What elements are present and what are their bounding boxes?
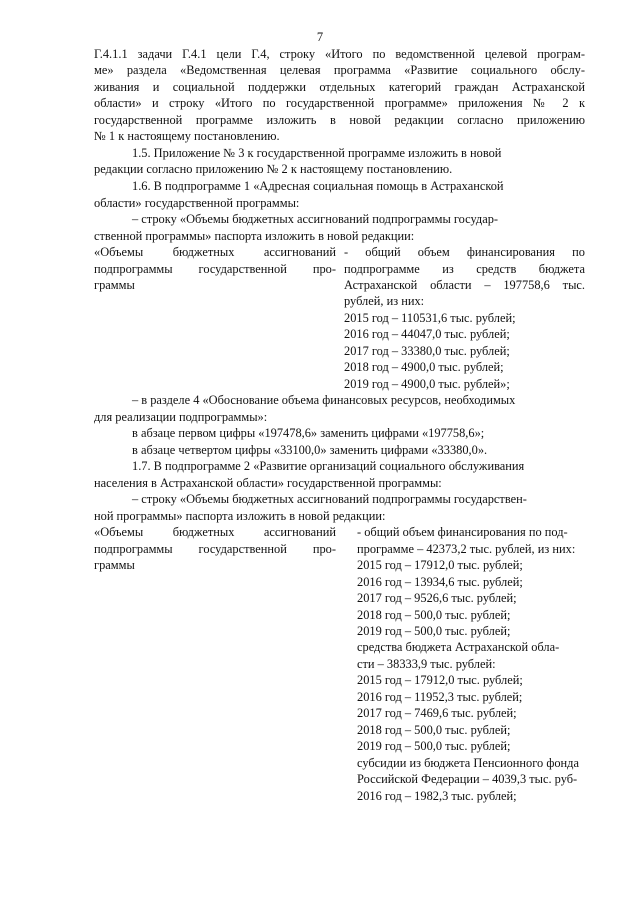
text-line: 1.7. В подпрограмме 2 «Развитие организаций социального обслуживания xyxy=(132,459,525,473)
text-line: - общий объем финансирования по xyxy=(344,245,585,259)
text-line: области» и строку «Итого по государственной программе» приложения № 2 к xyxy=(94,96,585,110)
text-line: № 1 к настоящему постановлению. xyxy=(94,129,280,143)
text-line: «Объемы бюджетных ассигнований xyxy=(94,245,336,259)
text-line: ной программы» паспорта изложить в новой редакции: xyxy=(94,509,386,523)
text-line: Г.4.1.1 задачи Г.4.1 цели Г.4, строку «Итого по ведомственной целевой програм- xyxy=(94,47,585,61)
text-line: 2018 год – 500,0 тыс. рублей; xyxy=(357,608,511,622)
text-line: 2015 год – 110531,6 тыс. рублей; xyxy=(344,311,516,325)
text-line: 2015 год – 17912,0 тыс. рублей; xyxy=(357,558,523,572)
text-line: 2018 год – 500,0 тыс. рублей; xyxy=(357,723,511,737)
text-line: населения в Астраханской области» государственной программы: xyxy=(94,476,442,490)
text-line: в абзаце четвертом цифры «33100,0» заменить цифрами «33380,0». xyxy=(132,443,488,457)
text-line: живания и социальной поддержки отдельных категорий граждан Астраханской xyxy=(94,80,585,94)
text-line: программе – 42373,2 тыс. рублей, из них: xyxy=(357,542,576,556)
text-line: 2016 год – 11952,3 тыс. рублей; xyxy=(357,690,523,704)
text-line: – строку «Объемы бюджетных ассигнований подпрограммы государствен- xyxy=(132,492,527,506)
text-line: подпрограмме из средств бюджета xyxy=(344,262,585,276)
text-line: 2016 год – 1982,3 тыс. рублей; xyxy=(357,789,517,803)
text-line: подпрограммы государственной про- xyxy=(94,542,336,556)
text-line: Российской Федерации – 4039,3 тыс. руб- xyxy=(357,772,578,786)
text-line: – в разделе 4 «Обоснование объема финансовых ресурсов, необходимых xyxy=(132,393,516,407)
text-line: подпрограммы государственной про- xyxy=(94,262,336,276)
text-line: средства бюджета Астраханской обла- xyxy=(357,640,560,654)
text-line: граммы xyxy=(94,558,135,572)
page-number: 7 xyxy=(316,30,324,44)
text-line: «Объемы бюджетных ассигнований xyxy=(94,525,336,539)
text-line: ственной программы» паспорта изложить в новой редакции: xyxy=(94,229,415,243)
text-line: 1.5. Приложение № 3 к государственной программе изложить в новой xyxy=(132,146,502,160)
text-line: рублей, из них: xyxy=(344,294,425,308)
text-line: для реализации подпрограммы»: xyxy=(94,410,268,424)
text-line: субсидии из бюджета Пенсионного фонда xyxy=(357,756,579,770)
text-line: сти – 38333,9 тыс. рублей: xyxy=(357,657,496,671)
text-line: 2017 год – 33380,0 тыс. рублей; xyxy=(344,344,510,358)
text-line: ме» раздела «Ведомственная целевая программа «Развитие социального обслу- xyxy=(94,63,585,77)
text-line: 2017 год – 7469,6 тыс. рублей; xyxy=(357,706,517,720)
text-line: в абзаце первом цифры «197478,6» заменить цифрами «197758,6»; xyxy=(132,426,485,440)
text-line: граммы xyxy=(94,278,135,292)
text-line: государственной программе изложить в новой редакции согласно приложению xyxy=(94,113,585,127)
text-line: 1.6. В подпрограмме 1 «Адресная социальная помощь в Астраханской xyxy=(132,179,504,193)
text-line: 2016 год – 44047,0 тыс. рублей; xyxy=(344,327,510,341)
text-line: 2017 год – 9526,6 тыс. рублей; xyxy=(357,591,517,605)
text-line: 2019 год – 500,0 тыс. рублей; xyxy=(357,739,511,753)
text-line: 2019 год – 500,0 тыс. рублей; xyxy=(357,624,511,638)
text-line: 2019 год – 4900,0 тыс. рублей»; xyxy=(344,377,510,391)
text-line: – строку «Объемы бюджетных ассигнований подпрограммы государ- xyxy=(132,212,499,226)
text-line: области» государственной программы: xyxy=(94,196,300,210)
text-line: 2016 год – 13934,6 тыс. рублей; xyxy=(357,575,523,589)
text-line: 2015 год – 17912,0 тыс. рублей; xyxy=(357,673,523,687)
text-line: 2018 год – 4900,0 тыс. рублей; xyxy=(344,360,504,374)
text-line: редакции согласно приложению № 2 к настоящему постановлению. xyxy=(94,162,453,176)
text-line: Астраханской области – 197758,6 тыс. xyxy=(344,278,585,292)
text-line: - общий объем финансирования по под- xyxy=(357,525,568,539)
